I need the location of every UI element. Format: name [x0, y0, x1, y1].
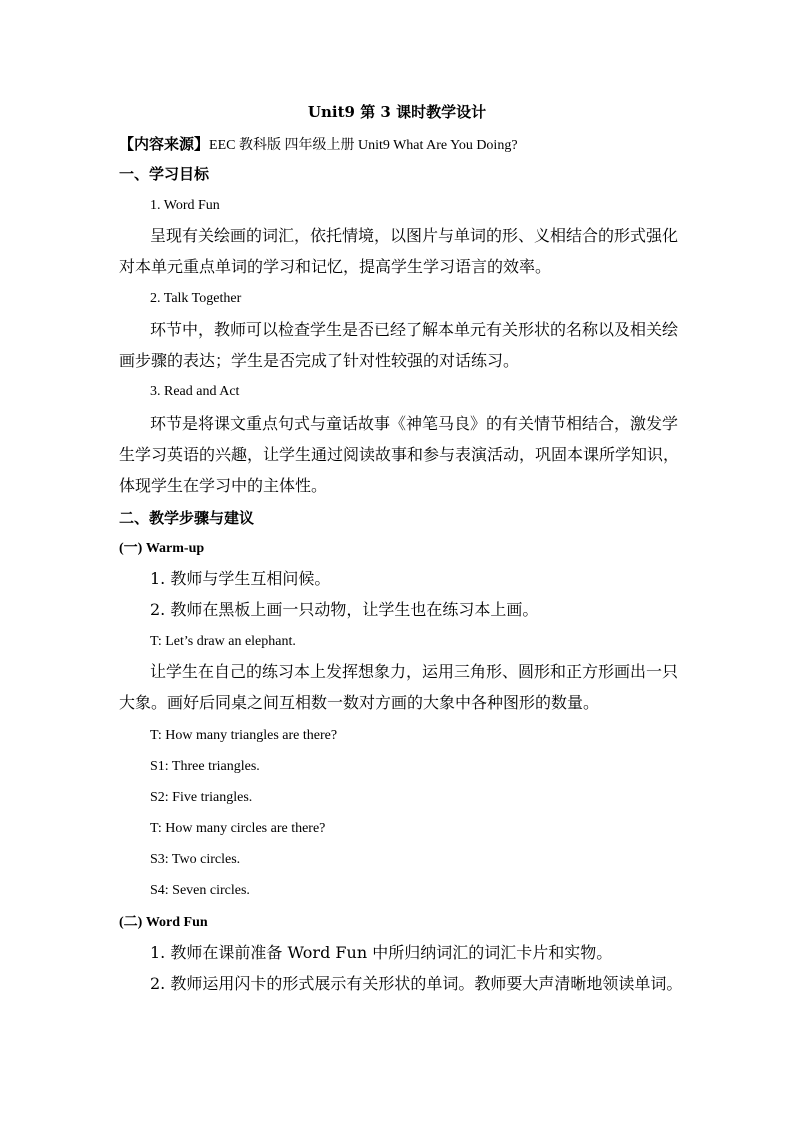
section-heading-objectives: 一、学习目标 [119, 165, 210, 183]
subsection-heading-wordfun: (二) Word Fun [119, 915, 208, 930]
step-item: 2. 教师运用闪卡的形式展示有关形状的单词。教师要大声清晰地领读单词。 [150, 974, 683, 993]
step-item: 2. 教师在黑板上画一只动物，让学生也在练习本上画。 [150, 600, 539, 619]
dialogue-line: T: Let’s draw an elephant. [150, 634, 296, 649]
paragraph-line: 对本单元重点单词的学习和记忆，提高学生学习语言的效率。 [119, 257, 552, 276]
content-source [119, 134, 518, 156]
objective-title: 2. Talk Together [150, 291, 242, 306]
content-source-label: 【内容来源】 [119, 135, 210, 153]
subsection-heading-warmup: (一) Warm-up [119, 541, 205, 556]
dialogue-line: T: How many circles are there? [150, 821, 326, 836]
paragraph-line: 呈现有关绘画的词汇，依托情境，以图片与单词的形、义相结合的形式强化 [150, 226, 679, 245]
objective-title: 3. Read and Act [150, 384, 240, 399]
dialogue-line: S3: Two circles. [150, 852, 241, 867]
step-item: 1. 教师在课前准备 Word Fun 中所归纳词汇的词汇卡片和实物。 [150, 943, 613, 962]
paragraph-line: 环节中，教师可以检查学生是否已经了解本单元有关形状的名称以及相关绘 [150, 320, 679, 339]
paragraph-line: 大象。画好后同桌之间互相数一数对方画的大象中各种图形的数量。 [119, 693, 600, 712]
section-heading-steps: 二、教学步骤与建议 [119, 509, 255, 527]
dialogue-line: T: How many triangles are there? [150, 728, 338, 743]
dialogue-line: S2: Five triangles. [150, 790, 253, 805]
paragraph-line: 环节是将课文重点句式与童话故事《神笔马良》的有关情节相结合，激发学 [150, 414, 679, 433]
step-item: 1. 教师与学生互相问候。 [150, 569, 331, 588]
objective-title: 1. Word Fun [150, 198, 220, 213]
paragraph-line: 让学生在自己的练习本上发挥想象力，运用三角形、圆形和正方形画出一只 [150, 662, 679, 681]
dialogue-line: S4: Seven circles. [150, 883, 250, 898]
paragraph-line: 生学习英语的兴趣，让学生通过阅读故事和参与表演活动，巩固本课所学知识， [119, 445, 680, 464]
paragraph-line: 体现学生在学习中的主体性。 [119, 476, 328, 495]
dialogue-line: S1: Three triangles. [150, 759, 260, 774]
paragraph-line: 画步骤的表达；学生是否完成了针对性较强的对话练习。 [119, 351, 520, 370]
page-title: Unit9 第 3 课时教学设计 [307, 103, 487, 121]
content-source-text: EEC 教科版 四年级上册 Unit9 What Are You Doing? [209, 138, 518, 153]
